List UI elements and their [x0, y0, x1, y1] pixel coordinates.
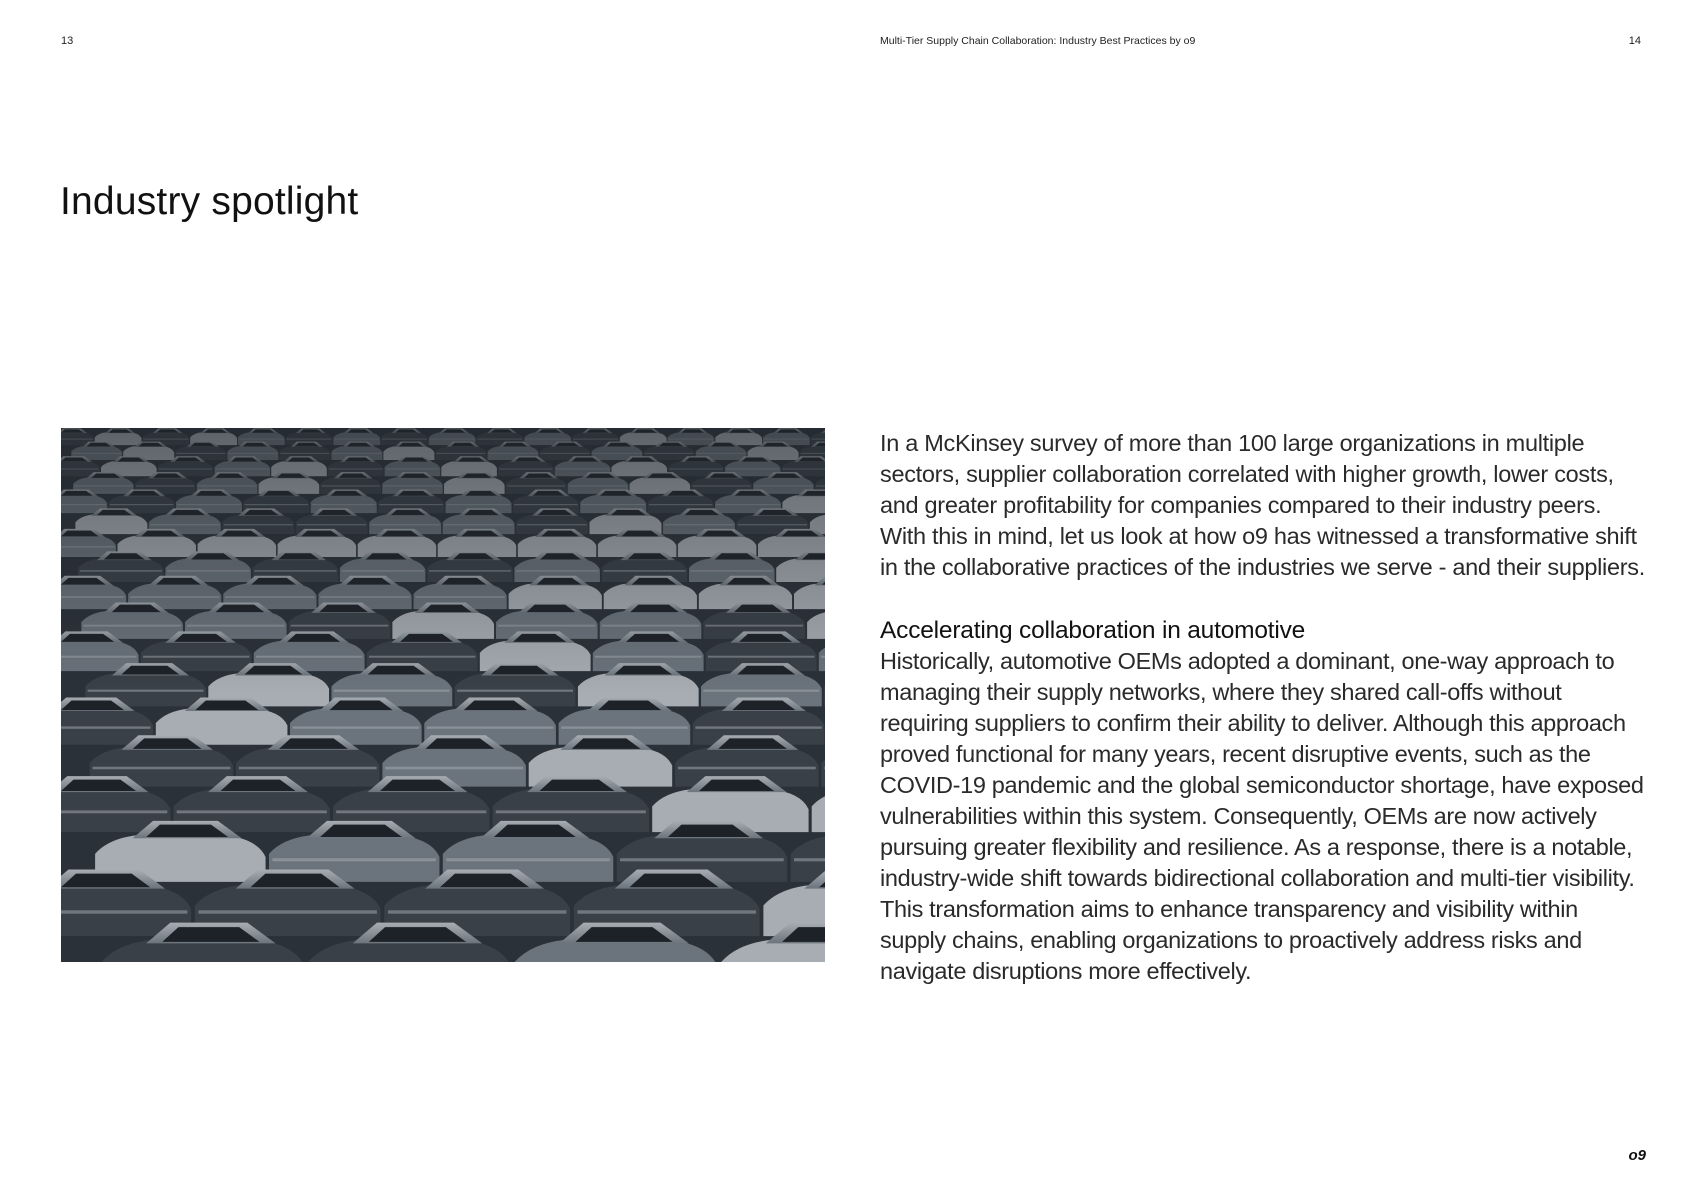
- page-title: Industry spotlight: [60, 180, 359, 223]
- article-text: [880, 428, 1646, 987]
- page-number-right: 14: [1628, 35, 1641, 47]
- intro-paragraph: In a McKinsey survey of more than 100 large organizations in multiple sectors, supplier collaboration correlated with higher growth, lower costs, and greater profitability for companies compared to their industry peers. With this in mind, let us look at how o9 has witnessed a transformative shift in the collaborative practices of the industries we serve - and their suppliers.: [880, 430, 1645, 580]
- section-subheading: Accelerating collaboration in automotive: [880, 617, 1306, 644]
- o9-logo: o9: [1628, 1147, 1646, 1164]
- parked-cars-photo: [61, 428, 825, 962]
- page-number-left: 13: [61, 35, 74, 47]
- running-header: Multi-Tier Supply Chain Collaboration: Industry Best Practices by o9: [880, 35, 1196, 47]
- body-paragraph: Historically, automotive OEMs adopted a dominant, one-way approach to managing their supply networks, where they shared call-offs without requiring suppliers to confirm their ability to deliver. Although this approach proved functional for many years, recent disruptive events, such as the COVID-19 pandemic and the global semiconductor shortage, have exposed vulnerabilities within this system. Consequently, OEMs are now actively pursuing greater flexibility and resilience. As a response, there is a notable, industry-wide shift towards bidirectional collaboration and multi-tier visibility. This transformation aims to enhance transparency and visibility within supply chains, enabling organizations to proactively address risks and navigate disruptions more effectively.: [880, 648, 1644, 984]
